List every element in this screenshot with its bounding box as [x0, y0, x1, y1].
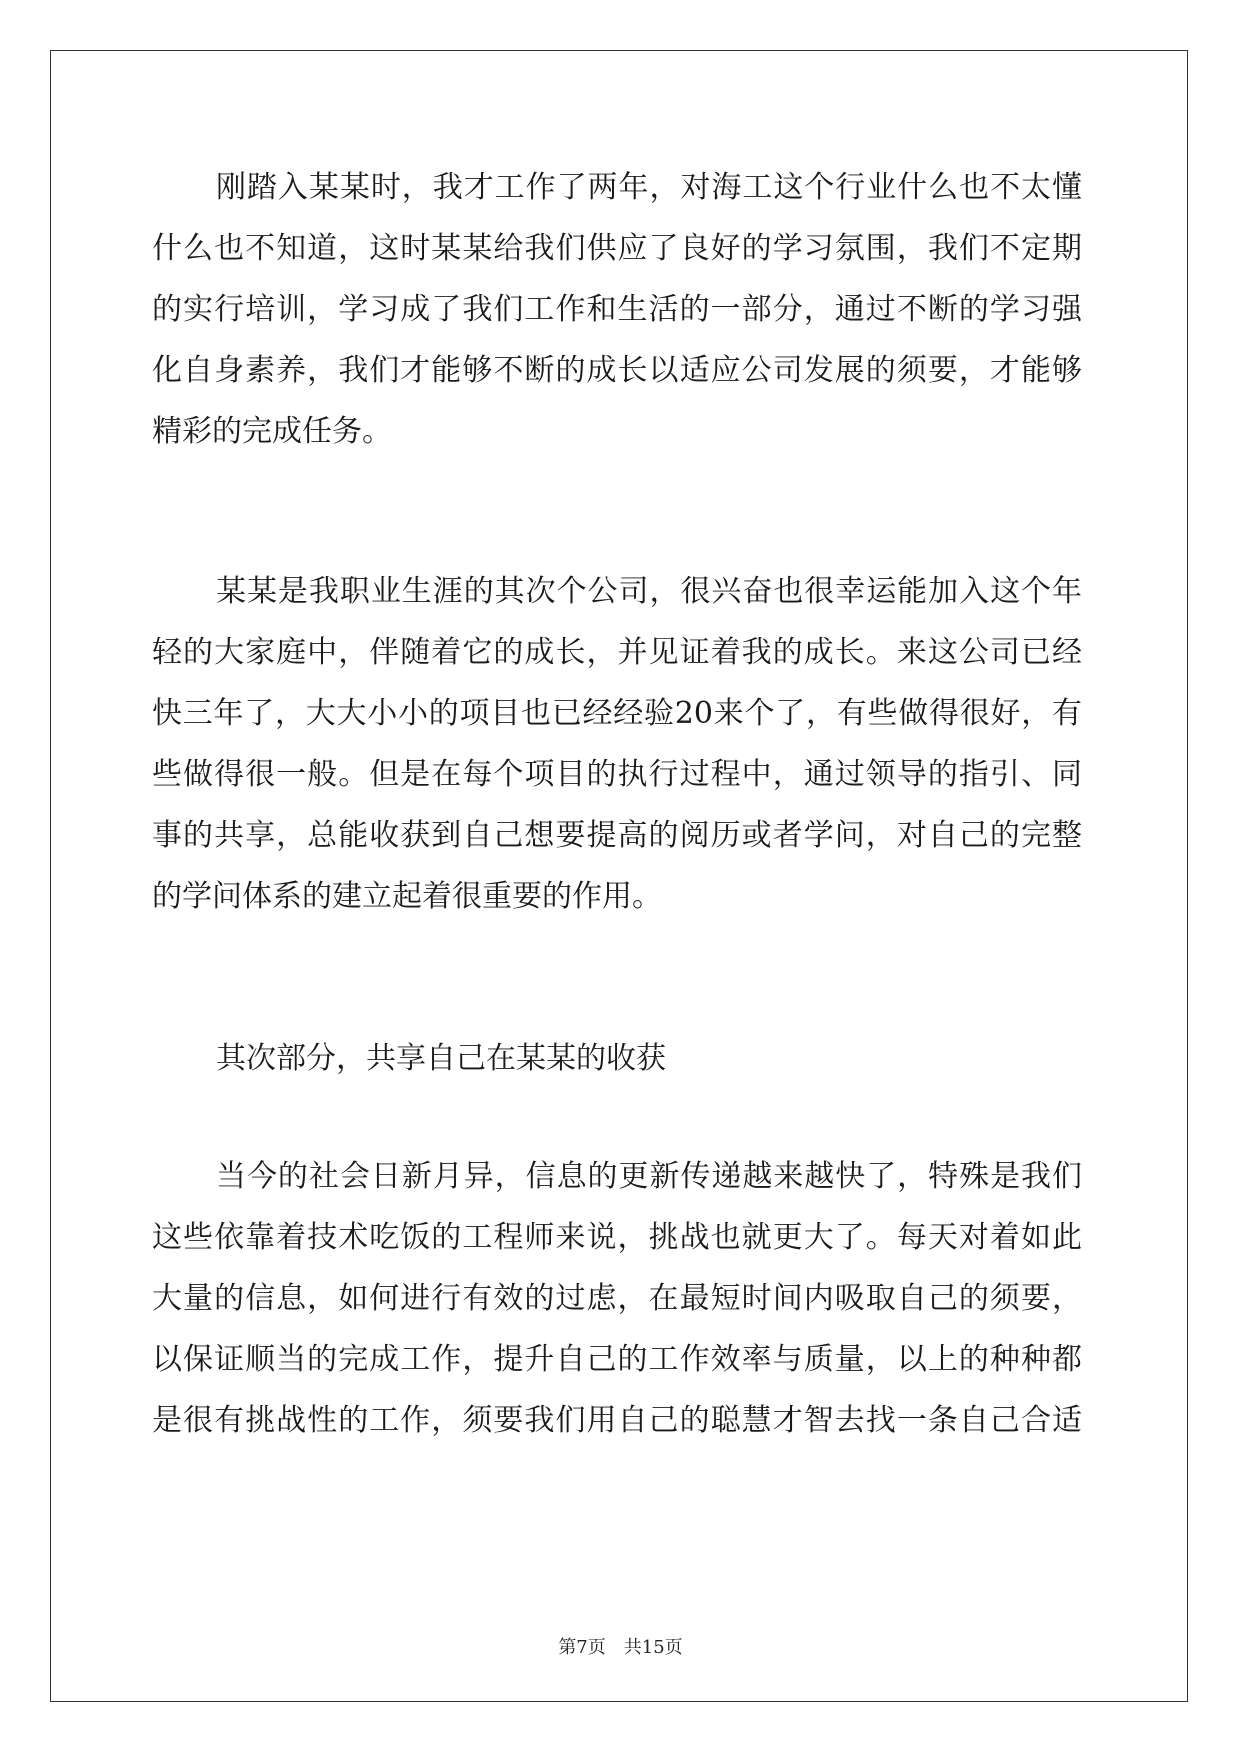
paragraph-line: 快三年了，大大小小的项目也已经经验20来个了，有些做得很好，有 — [152, 696, 1082, 731]
paragraph-line: 刚踏入某某时，我才工作了两年，对海工这个行业什么也不太懂 — [216, 170, 1082, 205]
paragraph-line: 些做得很一般。但是在每个项目的执行过程中，通过领导的指引、同 — [152, 757, 1082, 792]
paragraph-line: 是很有挑战性的工作，须要我们用自己的聪慧才智去找一条自己合适 — [152, 1403, 1082, 1438]
paragraph-line: 化自身素养，我们才能够不断的成长以适应公司发展的须要，才能够 — [152, 353, 1082, 388]
paragraph-line: 以保证顺当的完成工作，提升自己的工作效率与质量，以上的种种都 — [152, 1342, 1082, 1377]
paragraph-line: 当今的社会日新月异，信息的更新传递越来越快了，特殊是我们 — [216, 1159, 1082, 1194]
page-number-footer: 第7页 共15页 — [558, 1637, 683, 1658]
paragraph-line: 精彩的完成任务。 — [152, 414, 392, 449]
paragraph-line: 某某是我职业生涯的其次个公司，很兴奋也很幸运能加入这个年 — [216, 574, 1082, 609]
paragraph-line: 事的共享，总能收获到自己想要提高的阅历或者学问，对自己的完整 — [152, 818, 1082, 853]
paragraph-line: 轻的大家庭中，伴随着它的成长，并见证着我的成长。来这公司已经 — [152, 635, 1082, 670]
section-heading: 其次部分，共享自己在某某的收获 — [216, 1041, 666, 1076]
paragraph-line: 的学问体系的建立起着很重要的作用。 — [152, 879, 662, 914]
paragraph-line: 这些依靠着技术吃饭的工程师来说，挑战也就更大了。每天对着如此 — [152, 1220, 1082, 1255]
paragraph-line: 的实行培训，学习成了我们工作和生活的一部分，通过不断的学习强 — [152, 292, 1082, 327]
paragraph-line: 什么也不知道，这时某某给我们供应了良好的学习氛围，我们不定期 — [152, 231, 1082, 266]
paragraph-line: 大量的信息，如何进行有效的过虑，在最短时间内吸取自己的须要， — [152, 1281, 1082, 1316]
